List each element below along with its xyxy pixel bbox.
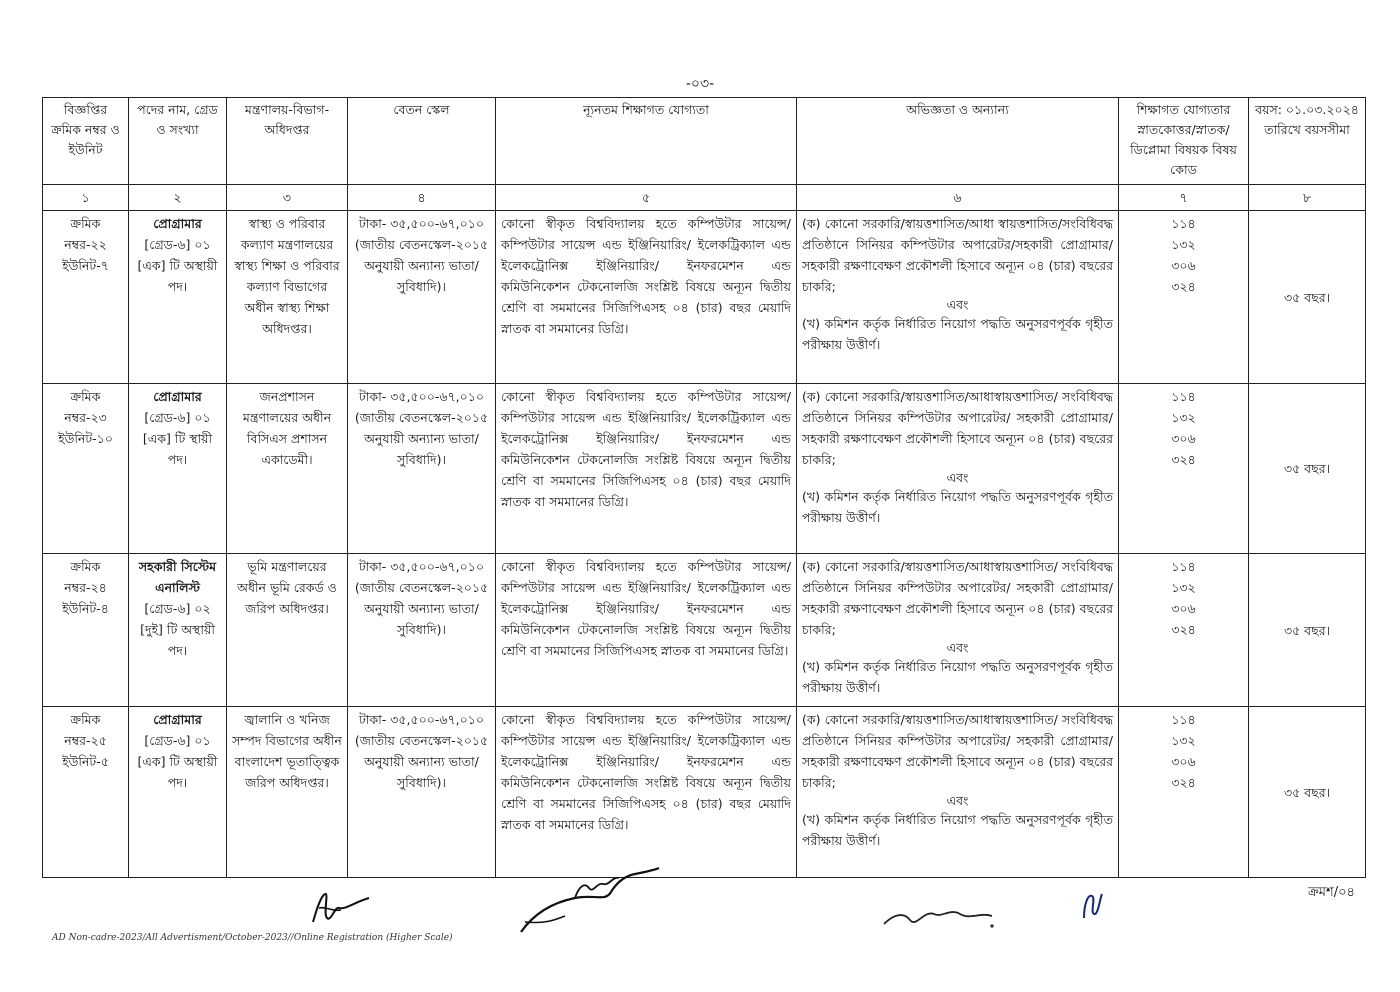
post-name: প্রোগ্রামার bbox=[153, 216, 202, 231]
subject-code: ৩০৬ bbox=[1171, 754, 1196, 769]
post-detail: [গ্রেড-৬] ০১ [এক] টি অস্থায়ী পদ। bbox=[137, 733, 218, 790]
post-detail: [গ্রেড-৬] ০১ [এক] টি স্থায়ী পদ। bbox=[142, 410, 213, 467]
experience-cell bbox=[797, 211, 1119, 384]
experience-b: (খ) কমিশন কর্তৃক নির্ধারিত নিয়োগ পদ্ধতি অনুসরণপূর্বক গৃহীত পরীক্ষায় উত্তীর্ণ। bbox=[802, 812, 1113, 848]
header-education: ন্যূনতম শিক্ষাগত যোগ্যতা bbox=[496, 98, 797, 185]
serial-cell: ক্রমিক নম্বর-২৪ ইউনিট-৪ bbox=[43, 554, 129, 707]
education-cell: কোনো স্বীকৃত বিশ্ববিদ্যালয় হতে কম্পিউটার সায়েন্স/ কম্পিউটার সায়েন্স এন্ড ইঞ্জিনিয়ারিং/ ইলেকট্রিক্যাল এন্ড ইলেকট্রোনিক্স ইঞ্জিনিয়ারিং/ ইনফরমেশন এন্ড কমিউনিকেশন টেকনোলজি সংশ্লিষ্ট বিষয়ে অন্যূন দ্বিতীয় শ্রেণি বা সমমানের সিজিপিএসহ স্নাতক বা সমমানের ডিগ্রি। bbox=[496, 554, 797, 707]
ministry-cell: জ্বালানি ও খনিজ সম্পদ বিভাগের অধীন বাংলাদেশ ভূতাত্ত্বিক জরিপ অধিদপ্তর। bbox=[227, 707, 348, 878]
table-row bbox=[43, 554, 1366, 707]
education-cell: কোনো স্বীকৃত বিশ্ববিদ্যালয় হতে কম্পিউটার সায়েন্স/ কম্পিউটার সায়েন্স এন্ড ইঞ্জিনিয়ারিং/ ইলেকট্রিক্যাল এন্ড ইলেকট্রোনিক্স ইঞ্জিনিয়ারিং/ ইনফরমেশন এন্ড কমিউনিকেশন টেকনোলজি সংশ্লিষ্ট বিষয়ে অন্যূন দ্বিতীয় শ্রেণি বা সমমানের সিজিপিএসহ ০৪ (চার) বছর মেয়াদি স্নাতক বা সমমানের ডিগ্রি। bbox=[496, 384, 797, 554]
column-number: ৬ bbox=[797, 185, 1119, 211]
column-number: ৭ bbox=[1119, 185, 1249, 211]
post-detail: [গ্রেড-৬] ০২ [দুই] টি অস্থায়ী পদ। bbox=[140, 601, 215, 658]
experience-cell bbox=[797, 384, 1119, 554]
post-cell bbox=[129, 211, 227, 384]
column-number: ৫ bbox=[496, 185, 797, 211]
subject-code: ১১৪ bbox=[1171, 216, 1196, 231]
header-row bbox=[43, 98, 1366, 185]
header-age: বয়স: ০১.০৩.২০২৪ তারিখে বয়সসীমা bbox=[1249, 98, 1366, 185]
experience-a: (ক) কোনো সরকারি/স্বায়ত্তশাসিত/আধাস্বায়ত্তশাসিত/ সংবিধিবদ্ধ প্রতিষ্ঠানে সিনিয়র কম্পিউটার অপারেটর/ সহকারী প্রোগ্রামার/ সহকারী রক্ষণাবেক্ষণ প্রকৌশলী হিসাবে অন্যূন ০৪ (চার) বছরের চাকরি; bbox=[802, 712, 1113, 790]
header-ministry: মন্ত্রণালয়-বিভাগ-অধিদপ্তর bbox=[227, 98, 348, 185]
vacancy-table bbox=[42, 97, 1366, 878]
subject-code-cell bbox=[1119, 707, 1249, 878]
pay-scale-cell: টাকা- ৩৫,৫০০-৬৭,০১০ (জাতীয় বেতনস্কেল-২০১৫ অনুযায়ী অন্যান্য ভাতা/সুবিধাদি)। bbox=[348, 554, 496, 707]
post-name: সহকারী সিস্টেম এনালিস্ট bbox=[138, 559, 217, 595]
age-cell: ৩৫ বছর। bbox=[1249, 211, 1366, 384]
experience-a: (ক) কোনো সরকারি/স্বায়ত্তশাসিত/আধাস্বায়ত্তশাসিত/ সংবিধিবদ্ধ প্রতিষ্ঠানে সিনিয়র কম্পিউটার অপারেটর/ সহকারী প্রোগ্রামার/ সহকারী রক্ষণাবেক্ষণ প্রকৌশলী হিসাবে অন্যূন ০৪ (চার) বছরের চাকরি; bbox=[802, 389, 1113, 467]
post-name: প্রোগ্রামার bbox=[153, 389, 202, 404]
and-text: এবং bbox=[946, 297, 969, 312]
age-cell: ৩৫ বছর। bbox=[1249, 384, 1366, 554]
subject-code: ১৩২ bbox=[1171, 580, 1196, 595]
pay-scale-cell: টাকা- ৩৫,৫০০-৬৭,০১০ (জাতীয় বেতনস্কেল-২০১৫ অনুযায়ী অন্যান্য ভাতা/সুবিধাদি)। bbox=[348, 707, 496, 878]
serial-cell: ক্রমিক নম্বর-২৫ ইউনিট-৫ bbox=[43, 707, 129, 878]
post-name: প্রোগ্রামার bbox=[153, 712, 202, 727]
subject-code: ৩২৪ bbox=[1171, 279, 1196, 294]
column-number: ৩ bbox=[227, 185, 348, 211]
header-post: পদের নাম, গ্রেড ও সংখ্যা bbox=[129, 98, 227, 185]
subject-code: ১৩২ bbox=[1171, 237, 1196, 252]
post-cell bbox=[129, 707, 227, 878]
header-pay-scale: বেতন স্কেল bbox=[348, 98, 496, 185]
subject-code: ৩০৬ bbox=[1171, 431, 1196, 446]
experience-b: (খ) কমিশন কর্তৃক নির্ধারিত নিয়োগ পদ্ধতি অনুসরণপূর্বক গৃহীত পরীক্ষায় উত্তীর্ণ। bbox=[802, 316, 1113, 352]
post-cell bbox=[129, 554, 227, 707]
education-cell: কোনো স্বীকৃত বিশ্ববিদ্যালয় হতে কম্পিউটার সায়েন্স/ কম্পিউটার সায়েন্স এন্ড ইঞ্জিনিয়ারিং/ ইলেকট্রিক্যাল এন্ড ইলেকট্রোনিক্স ইঞ্জিনিয়ারিং/ ইনফরমেশন এন্ড কমিউনিকেশন টেকনোলজি সংশ্লিষ্ট বিষয়ে অন্যূন দ্বিতীয় শ্রেণি বা সমমানের সিজিপিএসহ ০৪ (চার) বছর মেয়াদি স্নাতক বা সমমানের ডিগ্রি। bbox=[496, 707, 797, 878]
age-cell: ৩৫ বছর। bbox=[1249, 554, 1366, 707]
subject-code-cell bbox=[1119, 211, 1249, 384]
subject-code: ১৩২ bbox=[1171, 733, 1196, 748]
subject-code: ৩২৪ bbox=[1171, 452, 1196, 467]
subject-code-cell bbox=[1119, 554, 1249, 707]
serial-cell: ক্রমিক নম্বর-২২ ইউনিট-৭ bbox=[43, 211, 129, 384]
experience-a: (ক) কোনো সরকারি/স্বায়ত্তশাসিত/আধাস্বায়ত্তশাসিত/ সংবিধিবদ্ধ প্রতিষ্ঠানে সিনিয়র কম্পিউটার অপারেটর/ সহকারী প্রোগ্রামার/ সহকারী রক্ষণাবেক্ষণ প্রকৌশলী হিসাবে অন্যূন ০৪ (চার) বছরের চাকরি; bbox=[802, 559, 1113, 637]
experience-cell bbox=[797, 554, 1119, 707]
experience-b: (খ) কমিশন কর্তৃক নির্ধারিত নিয়োগ পদ্ধতি অনুসরণপূর্বক গৃহীত পরীক্ষায় উত্তীর্ণ। bbox=[802, 659, 1113, 695]
signature-4 bbox=[1078, 888, 1108, 924]
signature-1 bbox=[305, 888, 375, 928]
subject-code: ১১৪ bbox=[1171, 712, 1196, 727]
table-row bbox=[43, 707, 1366, 878]
post-cell bbox=[129, 384, 227, 554]
column-number-row bbox=[43, 185, 1366, 211]
subject-code: ১১৪ bbox=[1171, 559, 1196, 574]
serial-cell: ক্রমিক নম্বর-২৩ ইউনিট-১০ bbox=[43, 384, 129, 554]
signature-2 bbox=[515, 862, 665, 942]
header-serial: বিজ্ঞপ্তির ক্রমিক নম্বর ও ইউনিট bbox=[43, 98, 129, 185]
and-text: এবং bbox=[946, 470, 969, 485]
subject-code-cell bbox=[1119, 384, 1249, 554]
subject-code: ১১৪ bbox=[1171, 389, 1196, 404]
and-text: এবং bbox=[946, 793, 969, 808]
ministry-cell: স্বাস্থ্য ও পরিবার কল্যাণ মন্ত্রণালয়ের স্বাস্থ্য শিক্ষা ও পরিবার কল্যাণ বিভাগের অধীন স্বাস্থ্য শিক্ষা অধিদপ্তর। bbox=[227, 211, 348, 384]
column-number: ২ bbox=[129, 185, 227, 211]
ministry-cell: ভূমি মন্ত্রণালয়ের অধীন ভূমি রেকর্ড ও জরিপ অধিদপ্তর। bbox=[227, 554, 348, 707]
subject-code: ৩০৬ bbox=[1171, 601, 1196, 616]
column-number: ৮ bbox=[1249, 185, 1366, 211]
experience-a: (ক) কোনো সরকারি/স্বায়ত্তশাসিত/আধা স্বায়ত্তশাসিত/সংবিধিবদ্ধ প্রতিষ্ঠানে সিনিয়র কম্পিউটার অপারেটর/সহকারী প্রোগ্রামার/ সহকারী রক্ষণাবেক্ষণ প্রকৌশলী হিসাবে অন্যূন ০৪ (চার) বছরের চাকরি; bbox=[802, 216, 1113, 294]
header-experience: অভিজ্ঞতা ও অন্যান্য bbox=[797, 98, 1119, 185]
and-text: এবং bbox=[946, 640, 969, 655]
footer-reference: AD Non-cadre-2023/All Advertisment/October-2023//Online Registration (Higher Scale) bbox=[52, 933, 453, 943]
education-cell: কোনো স্বীকৃত বিশ্ববিদ্যালয় হতে কম্পিউটার সায়েন্স/ কম্পিউটার সায়েন্স এন্ড ইঞ্জিনিয়ারিং/ ইলেকট্রিক্যাল এন্ড ইলেকট্রোনিক্স ইঞ্জিনিয়ারিং/ ইনফরমেশন এন্ড কমিউনিকেশন টেকনোলজি সংশ্লিষ্ট বিষয়ে অন্যূন দ্বিতীয় শ্রেণি বা সমমানের সিজিপিএসহ ০৪ (চার) বছর মেয়াদি স্নাতক বা সমমানের ডিগ্রি। bbox=[496, 211, 797, 384]
table-row bbox=[43, 211, 1366, 384]
header-subject-code: শিক্ষাগত যোগ্যতার স্নাতকোত্তর/স্নাতক/ ডিপ্লোমা বিষয়ক বিষয় কোড bbox=[1119, 98, 1249, 185]
age-cell: ৩৫ বছর। bbox=[1249, 707, 1366, 878]
signature-3 bbox=[880, 900, 1000, 936]
post-detail: [গ্রেড-৬] ০১ [এক] টি অস্থায়ী পদ। bbox=[137, 237, 218, 294]
experience-cell bbox=[797, 707, 1119, 878]
ministry-cell: জনপ্রশাসন মন্ত্রণালয়ের অধীন বিসিএস প্রশাসন একাডেমী। bbox=[227, 384, 348, 554]
pay-scale-cell: টাকা- ৩৫,৫০০-৬৭,০১০ (জাতীয় বেতনস্কেল-২০১৫ অনুযায়ী অন্যান্য ভাতা/সুবিধাদি)। bbox=[348, 384, 496, 554]
subject-code: ৩২৪ bbox=[1171, 775, 1196, 790]
column-number: ৪ bbox=[348, 185, 496, 211]
table-row bbox=[43, 384, 1366, 554]
subject-code: ১৩২ bbox=[1171, 410, 1196, 425]
experience-b: (খ) কমিশন কর্তৃক নির্ধারিত নিয়োগ পদ্ধতি অনুসরণপূর্বক গৃহীত পরীক্ষায় উত্তীর্ণ। bbox=[802, 489, 1113, 525]
pay-scale-cell: টাকা- ৩৫,৫০০-৬৭,০১০ (জাতীয় বেতনস্কেল-২০১৫ অনুযায়ী অন্যান্য ভাতা/সুবিধাদি)। bbox=[348, 211, 496, 384]
continuation-note: ক্রমশ/০৪ bbox=[1307, 885, 1355, 900]
subject-code: ৩২৪ bbox=[1171, 622, 1196, 637]
column-number: ১ bbox=[43, 185, 129, 211]
page-number: -০৩- bbox=[685, 76, 715, 92]
subject-code: ৩০৬ bbox=[1171, 258, 1196, 273]
